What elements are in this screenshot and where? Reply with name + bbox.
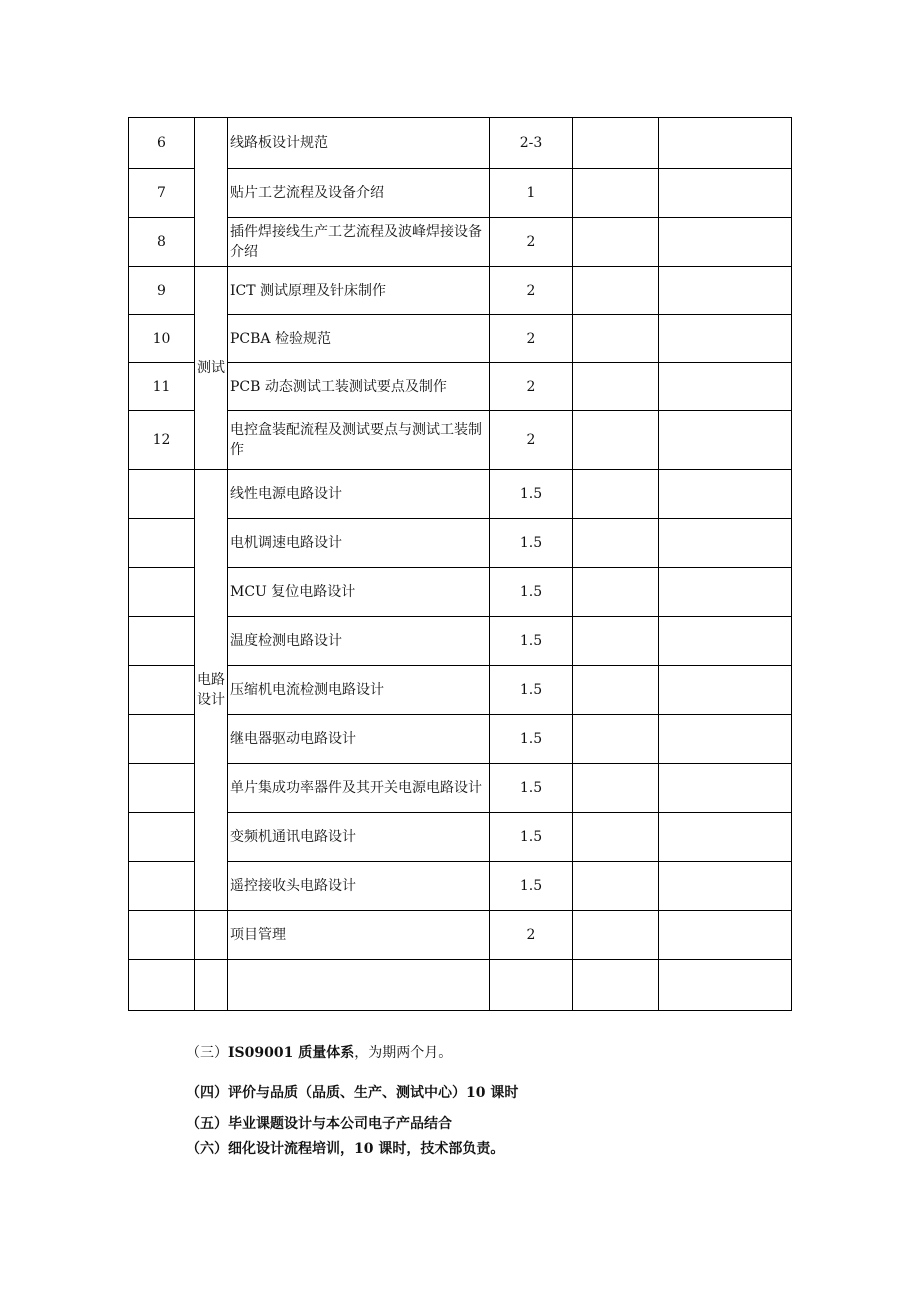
row-number	[129, 813, 195, 862]
table-cell	[573, 568, 659, 617]
table-row	[129, 411, 792, 470]
table-cell	[659, 519, 792, 568]
note-graduation-project: （五）毕业课题设计与本公司电子产品结合	[186, 1116, 452, 1132]
course-topic: PCB 动态测试工装测试要点及制作	[228, 363, 490, 411]
table-row	[129, 911, 792, 960]
row-number	[129, 470, 195, 519]
course-hours: 2	[490, 363, 573, 411]
table-cell	[573, 169, 659, 218]
course-hours: 1.5	[490, 470, 573, 519]
course-hours: 2	[490, 411, 573, 470]
category-cell-empty	[195, 960, 228, 1011]
course-table	[128, 117, 792, 1011]
table-row	[129, 267, 792, 315]
category-circuit-design: 电路设计	[195, 470, 228, 911]
row-number	[129, 764, 195, 813]
row-number	[129, 862, 195, 911]
table-cell	[573, 862, 659, 911]
row-number: 7	[129, 169, 195, 218]
row-number	[129, 666, 195, 715]
table-row	[129, 764, 792, 813]
row-number: 8	[129, 218, 195, 267]
course-topic: 项目管理	[228, 911, 490, 960]
course-hours: 1	[490, 169, 573, 218]
row-number	[129, 715, 195, 764]
course-topic: 压缩机电流检测电路设计	[228, 666, 490, 715]
row-number	[129, 960, 195, 1011]
table-row	[129, 715, 792, 764]
table-row	[129, 862, 792, 911]
table-cell	[573, 960, 659, 1011]
row-number: 10	[129, 315, 195, 363]
table-cell	[573, 764, 659, 813]
table-row	[129, 960, 792, 1011]
table-cell	[659, 568, 792, 617]
course-hours: 1.5	[490, 519, 573, 568]
table-cell	[573, 519, 659, 568]
table-row	[129, 363, 792, 411]
table-cell	[573, 911, 659, 960]
course-topic: 电控盒装配流程及测试要点与测试工装制作	[228, 411, 490, 470]
table-cell	[573, 813, 659, 862]
table-row	[129, 169, 792, 218]
course-topic: PCBA 检验规范	[228, 315, 490, 363]
course-topic: 线性电源电路设计	[228, 470, 490, 519]
course-topic: 温度检测电路设计	[228, 617, 490, 666]
row-number: 9	[129, 267, 195, 315]
table-cell	[659, 169, 792, 218]
table-cell	[659, 411, 792, 470]
table-cell	[659, 813, 792, 862]
category-cell-empty	[195, 118, 228, 267]
table-cell	[573, 411, 659, 470]
table-cell	[659, 862, 792, 911]
table-cell	[573, 666, 659, 715]
course-hours: 2	[490, 267, 573, 315]
course-hours: 2	[490, 911, 573, 960]
table-row	[129, 813, 792, 862]
course-hours: 1.5	[490, 764, 573, 813]
course-topic: ICT 测试原理及针床制作	[228, 267, 490, 315]
course-hours: 2	[490, 315, 573, 363]
course-topic: 插件焊接线生产工艺流程及波峰焊接设备介绍	[228, 218, 490, 267]
row-number: 11	[129, 363, 195, 411]
table-cell	[659, 617, 792, 666]
row-number: 6	[129, 118, 195, 169]
category-cell-empty	[195, 911, 228, 960]
table-cell	[573, 363, 659, 411]
table-cell	[659, 764, 792, 813]
course-hours: 1.5	[490, 715, 573, 764]
table-cell	[659, 470, 792, 519]
course-hours	[490, 960, 573, 1011]
course-topic: 电机调速电路设计	[228, 519, 490, 568]
table-cell	[573, 267, 659, 315]
row-number	[129, 617, 195, 666]
course-topic: MCU 复位电路设计	[228, 568, 490, 617]
table-cell	[659, 315, 792, 363]
table-cell	[573, 118, 659, 169]
table-row	[129, 617, 792, 666]
course-topic: 单片集成功率器件及其开关电源电路设计	[228, 764, 490, 813]
table-cell	[659, 715, 792, 764]
row-number	[129, 519, 195, 568]
course-topic: 贴片工艺流程及设备介绍	[228, 169, 490, 218]
course-topic: 线路板设计规范	[228, 118, 490, 169]
note-evaluation-quality: （四）评价与品质（品质、生产、测试中心）10 课时	[186, 1085, 519, 1101]
table-cell	[659, 118, 792, 169]
table-cell	[659, 960, 792, 1011]
course-hours: 1.5	[490, 568, 573, 617]
table-cell	[573, 315, 659, 363]
table-row	[129, 118, 792, 169]
table-cell	[573, 617, 659, 666]
note-design-process-training: （六）细化设计流程培训，10 课时，技术部负责。	[186, 1141, 505, 1157]
table-cell	[573, 218, 659, 267]
course-hours: 2	[490, 218, 573, 267]
course-hours: 1.5	[490, 617, 573, 666]
table-row	[129, 519, 792, 568]
table-row	[129, 666, 792, 715]
note-iso9001-title: IS09001 质量体系	[228, 1045, 355, 1061]
table-cell	[659, 218, 792, 267]
table-row	[129, 470, 792, 519]
table-cell	[659, 363, 792, 411]
row-number	[129, 911, 195, 960]
course-hours: 1.5	[490, 862, 573, 911]
course-topic	[228, 960, 490, 1011]
table-cell	[659, 911, 792, 960]
table-cell	[659, 666, 792, 715]
table-cell	[573, 715, 659, 764]
course-topic: 继电器驱动电路设计	[228, 715, 490, 764]
table-row	[129, 218, 792, 267]
course-hours: 2-3	[490, 118, 573, 169]
category-testing: 测试	[195, 267, 228, 470]
note-iso9001: （三）IS09001 质量体系，为期两个月。	[186, 1045, 453, 1061]
table-row	[129, 568, 792, 617]
course-topic: 遥控接收头电路设计	[228, 862, 490, 911]
course-hours: 1.5	[490, 666, 573, 715]
table-cell	[573, 470, 659, 519]
course-topic: 变频机通讯电路设计	[228, 813, 490, 862]
table-cell	[659, 267, 792, 315]
row-number: 12	[129, 411, 195, 470]
course-hours: 1.5	[490, 813, 573, 862]
row-number	[129, 568, 195, 617]
table-row	[129, 315, 792, 363]
